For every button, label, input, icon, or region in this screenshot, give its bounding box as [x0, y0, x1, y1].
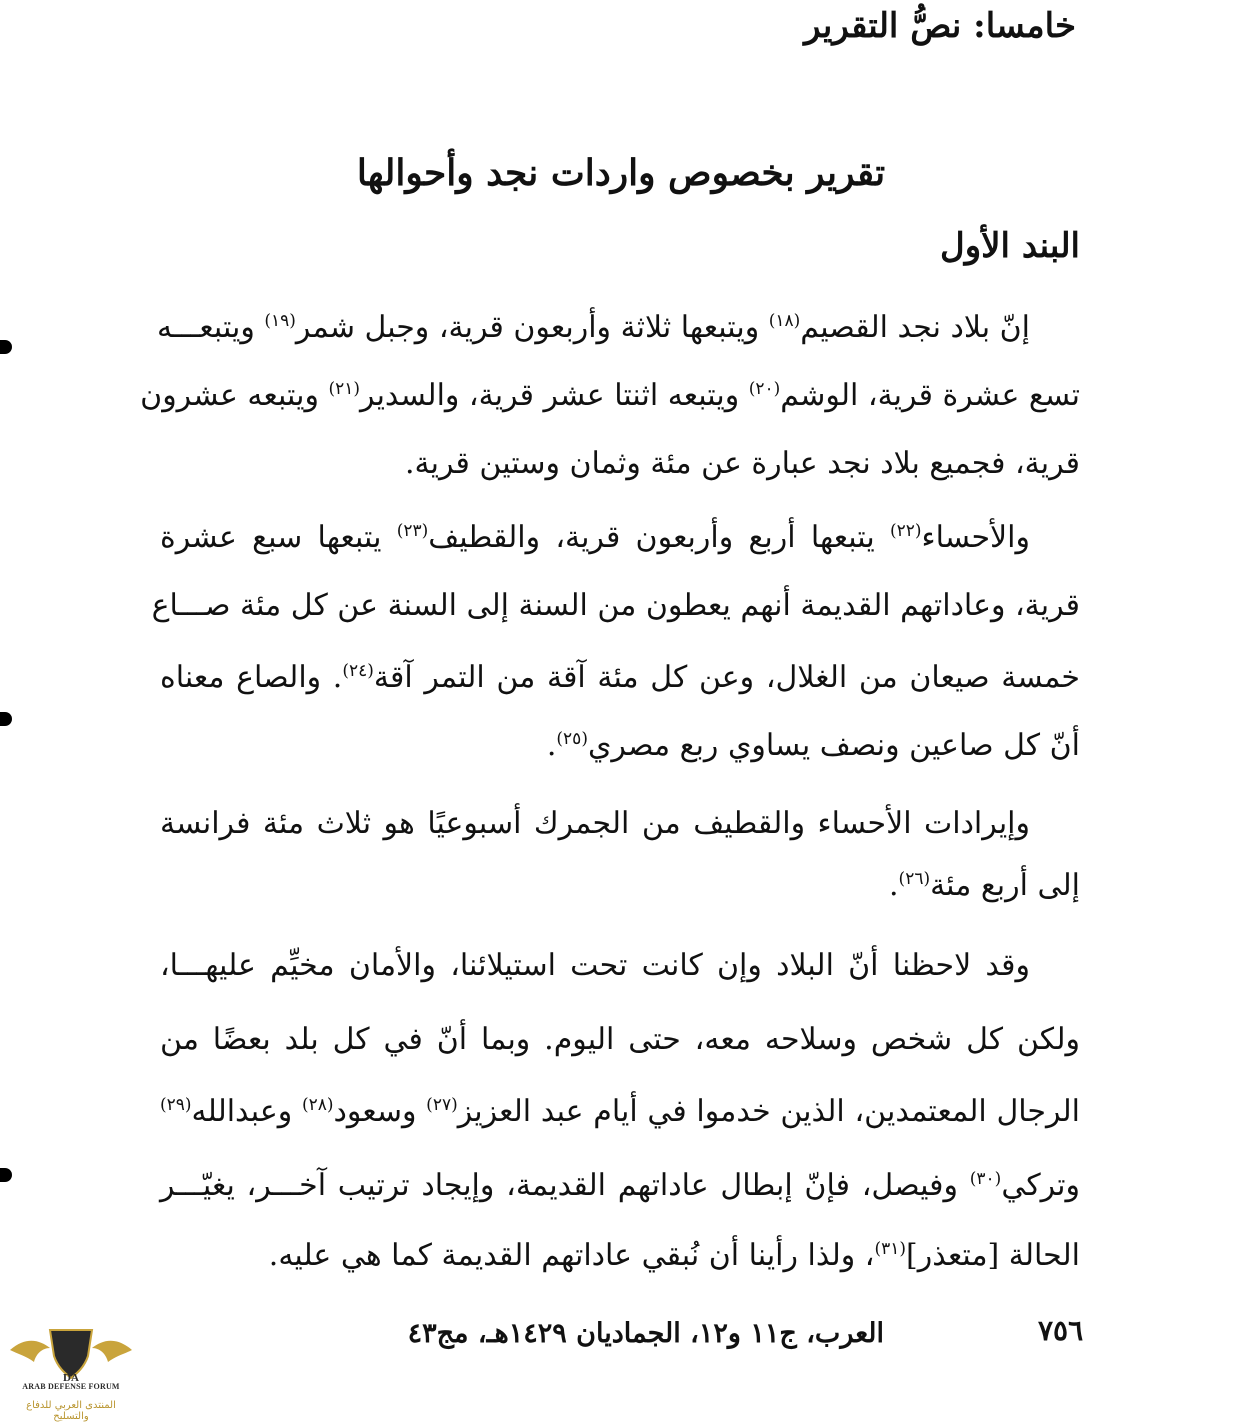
text-span: والأحساء — [921, 520, 1030, 555]
footer-citation: العرب، ج١١ و١٢، الجماديان ١٤٢٩هـ، مج٤٣ — [407, 1318, 884, 1349]
text-line — [160, 716, 1080, 776]
page-number: ٧٥٦ — [1038, 1314, 1084, 1347]
watermark-text-english: ARAB DEFENSE FORUM — [22, 1382, 120, 1391]
text-line — [160, 508, 1030, 568]
text-span: ويتبعها ثلاثة وأربعون قرية، وجبل شمر — [295, 310, 769, 345]
text-span: . والصاع معناه — [160, 660, 343, 695]
footnote-reference: (٢١) — [328, 379, 361, 399]
text-span: ويتبعه اثنتا عشر قرية، والسدير — [360, 378, 749, 413]
text-line — [160, 1226, 1080, 1286]
text-line — [160, 856, 1080, 916]
text-line — [160, 434, 1080, 494]
text-line — [160, 936, 1030, 996]
text-span: . — [546, 728, 557, 763]
footnote-reference: (٢٥) — [556, 729, 588, 749]
text-span: ويتبعـــه — [156, 310, 265, 345]
text-span: وعبدالله — [191, 1094, 302, 1129]
clause-heading: البند الأول — [940, 226, 1080, 266]
text-span: قرية، وعاداتهم القديمة أنهم يعطون من السنة إلى السنة عن كل مئة صـــاع — [151, 588, 1080, 623]
text-line — [160, 794, 1030, 854]
text-line — [160, 1156, 1080, 1216]
margin-mark — [0, 1168, 12, 1182]
footnote-reference: (٢٦) — [898, 869, 931, 889]
text-span: خمسة صيعان من الغلال، وعن كل مئة آقة من التمر آقة — [373, 660, 1080, 695]
text-span: وقد لاحظنا أنّ البلاد وإن كانت تحت استيلائنا، والأمان مخيِّم عليهـــا، — [160, 948, 1030, 983]
text-line — [160, 648, 1080, 708]
footnote-reference: (١٩) — [264, 311, 296, 331]
text-line — [160, 1010, 1080, 1070]
text-span: أنّ كل صاعين ونصف يساوي ربع مصري — [587, 728, 1080, 763]
watermark-text-arabic: المنتدى العربي للدفاع والتسليح — [26, 1400, 116, 1422]
text-span: يتبعها أربع وأربعون قرية، والقطيف — [428, 520, 890, 555]
footnote-reference: (٣١) — [874, 1239, 907, 1259]
margin-mark — [0, 340, 12, 354]
footnote-reference: (٢٧) — [426, 1095, 458, 1115]
text-span: وإيرادات الأحساء والقطيف من الجمرك أسبوعيًا هو ثلاث مئة فرانسة — [160, 806, 1030, 841]
footnote-reference: (٢٩) — [160, 1095, 192, 1115]
text-span: ويتبعه عشرون — [140, 378, 329, 413]
text-line — [156, 298, 1030, 358]
text-line — [151, 576, 1080, 636]
text-span: قرية، فجميع بلاد نجد عبارة عن مئة وثمان وستين قرية. — [405, 446, 1080, 481]
footnote-reference: (٢٢) — [889, 521, 922, 541]
footnote-reference: (٢٠) — [748, 379, 781, 399]
margin-mark — [0, 712, 12, 726]
footnote-reference: (٢٨) — [301, 1095, 334, 1115]
text-span: وسعود — [333, 1094, 427, 1129]
logo-text: DA — [63, 1372, 79, 1384]
text-line — [160, 1082, 1080, 1142]
text-span: ولكن كل شخص وسلاحه معه، حتى اليوم. وبما أنّ في كل بلد بعضًا من — [160, 1022, 1080, 1057]
text-span: ، ولذا رأينا أن نُبقي عاداتهم القديمة كما هي عليه. — [268, 1238, 875, 1273]
report-title: تقرير بخصوص واردات نجد وأحوالها — [356, 152, 886, 194]
footnote-reference: (١٨) — [768, 311, 801, 331]
footnote-reference: (٣٠) — [969, 1169, 1002, 1189]
section-title: خامسا: نصُّ التقرير — [804, 6, 1076, 46]
shield-icon — [50, 1330, 92, 1378]
text-span: إنّ بلاد نجد القصيم — [800, 310, 1030, 345]
text-span: إلى أربع مئة — [930, 868, 1080, 903]
text-span: . — [889, 868, 899, 903]
text-span: وتركي — [1001, 1168, 1080, 1203]
text-span: تسع عشرة قرية، الوشم — [780, 378, 1080, 413]
text-span: وفيصل، فإنّ إبطال عاداتهم القديمة، وإيجاد ترتيب آخـــر، يغيّـــر — [160, 1168, 970, 1203]
text-span: الرجال المعتمدين، الذين خدموا في أيام عبد العزيز — [457, 1094, 1080, 1129]
footnote-reference: (٢٤) — [342, 661, 374, 681]
text-span: يتبعها سبع عشرة — [160, 520, 397, 555]
footnote-reference: (٢٣) — [396, 521, 429, 541]
text-line — [140, 366, 1080, 426]
text-span: الحالة [متعذر] — [906, 1238, 1080, 1273]
